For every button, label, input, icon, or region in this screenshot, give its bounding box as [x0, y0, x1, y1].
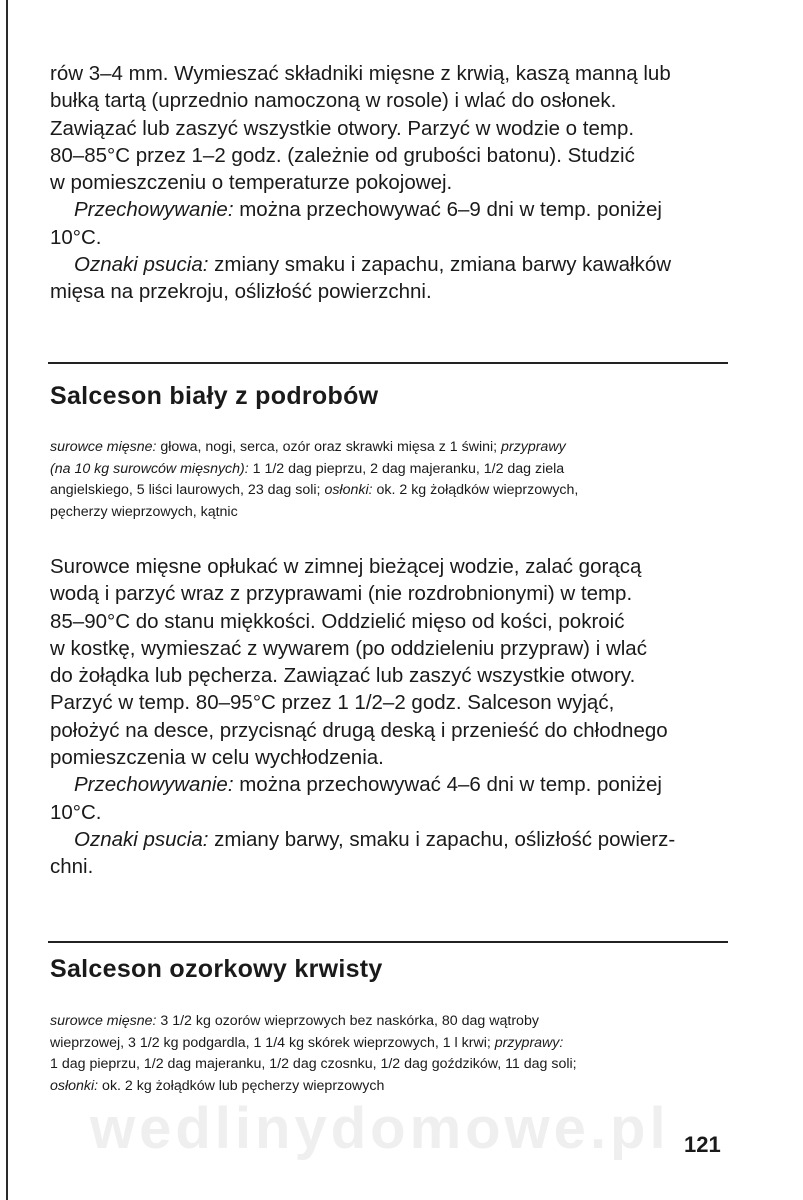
- storage-note: [50, 196, 740, 223]
- storage-text-cont: 10°C.: [50, 225, 102, 249]
- section-divider: [48, 362, 728, 364]
- text-line: bułką tartą (uprzednio namoczoną w rosole) i wlać do osłonek.: [50, 89, 617, 113]
- text-line: rów 3–4 mm. Wymieszać składniki mięsne z krwią, kaszą manną lub: [50, 62, 671, 85]
- ingredients-text: wieprzowej, 3 1/2 kg podgardla, 1 1/4 kg skórek wieprzowych, 1 l krwi;: [50, 1034, 491, 1051]
- storage-label: Przechowywanie:: [74, 773, 234, 797]
- text-line: Surowce mięsne opłukać w zimnej bieżącej wodzie, zalać gorącą: [50, 555, 642, 578]
- ingredients-text: ok. 2 kg żołądków wieprzowych,: [372, 482, 579, 498]
- ingredients-label: surowce mięsne:: [50, 439, 157, 455]
- spoilage-note: [50, 251, 740, 278]
- ingredients-text: 3 1/2 kg ozorów wieprzowych bez naskórka, 80 dag wątroby: [156, 1013, 539, 1029]
- ingredients-label: przyprawy:: [490, 1034, 564, 1051]
- ingredients-line: [50, 1033, 740, 1055]
- ingredients-line: [50, 1011, 740, 1033]
- ingredients-line: 1 dag pieprzu, 1/2 dag majeranku, 1/2 dag czosnku, 1/2 dag goździków, 11 dag soli;: [50, 1056, 577, 1072]
- ingredients-label: surowce mięsne:: [50, 1013, 157, 1029]
- intro-paragraph: [50, 60, 740, 306]
- ingredients-line: [50, 437, 740, 459]
- spoilage-note: [50, 826, 740, 853]
- ingredients-label: osłonki:: [320, 482, 373, 498]
- text-line: w kostkę, wymieszać z wywarem (po oddzieleniu przypraw) i wlać: [50, 636, 647, 660]
- section-title: Salceson ozorkowy krwisty: [50, 955, 383, 983]
- page-edge-line: [6, 0, 8, 1200]
- text-line: w pomieszczeniu o temperaturze pokojowej.: [50, 171, 453, 195]
- spoilage-text: zmiany barwy, smaku i zapachu, oślizłość powierz-: [208, 827, 676, 851]
- watermark-text: wedlinydomowe.pl: [90, 1096, 670, 1161]
- storage-text-cont: 10°C.: [50, 800, 102, 824]
- text-line: 85–90°C do stanu miękkości. Oddzielić mięso od kości, pokroić: [50, 609, 625, 633]
- spoilage-label: Oznaki psucia:: [74, 827, 209, 851]
- spoilage-text: zmiany smaku i zapachu, zmiana barwy kawałków: [208, 253, 672, 277]
- ingredients-line: [50, 480, 740, 502]
- spoilage-text-cont: mięsa na przekroju, oślizłość powierzchni.: [50, 280, 432, 304]
- ingredients-line: [50, 459, 740, 481]
- ingredients-text: ok. 2 kg żołądków lub pęcherzy wieprzowych: [98, 1077, 385, 1094]
- storage-label: Przechowywanie:: [74, 198, 234, 222]
- text-line: Parzyć w temp. 80–95°C przez 1 1/2–2 godz. Salceson wyjąć,: [50, 691, 615, 715]
- ingredients-text: głowa, nogi, serca, ozór oraz skrawki mięsa z 1 świni;: [156, 439, 498, 455]
- text-line: pomieszczenia w celu wychłodzenia.: [50, 746, 384, 770]
- ingredients-block: [50, 437, 740, 523]
- spoilage-label: Oznaki psucia:: [74, 253, 209, 277]
- section-title: Salceson biały z podrobów: [50, 382, 379, 410]
- text-line: położyć na desce, przycisnąć drugą deską i przenieść do chłodnego: [50, 718, 668, 742]
- storage-text: można przechowywać 4–6 dni w temp. poniżej: [233, 773, 662, 797]
- ingredients-label: osłonki:: [50, 1077, 99, 1094]
- ingredients-block: [50, 1011, 740, 1097]
- text-line: do żołądka lub pęcherza. Zawiązać lub zaszyć wszystkie otwory.: [50, 664, 636, 688]
- ingredients-label: przyprawy: [497, 439, 566, 455]
- method-paragraph: [50, 553, 740, 881]
- ingredients-label: (na 10 kg surowców mięsnych):: [50, 460, 249, 477]
- spoilage-text-cont: chni.: [50, 855, 94, 879]
- text-line: Zawiązać lub zaszyć wszystkie otwory. Parzyć w wodzie o temp.: [50, 116, 635, 140]
- ingredients-line: [50, 1076, 740, 1098]
- page-number: 121: [684, 1132, 721, 1157]
- text-line: 80–85°C przez 1–2 godz. (zależnie od grubości batonu). Studzić: [50, 143, 635, 167]
- ingredients-text: 1 1/2 dag pieprzu, 2 dag majeranku, 1/2 dag ziela: [248, 460, 565, 477]
- storage-note: [50, 771, 740, 798]
- ingredients-line: pęcherzy wieprzowych, kątnic: [50, 503, 238, 520]
- section-divider: [48, 941, 728, 943]
- text-line: wodą i parzyć wraz z przyprawami (nie rozdrobnionymi) w temp.: [50, 582, 633, 606]
- ingredients-text: angielskiego, 5 liści laurowych, 23 dag soli;: [50, 482, 321, 498]
- storage-text: można przechowywać 6–9 dni w temp. poniżej: [233, 198, 662, 222]
